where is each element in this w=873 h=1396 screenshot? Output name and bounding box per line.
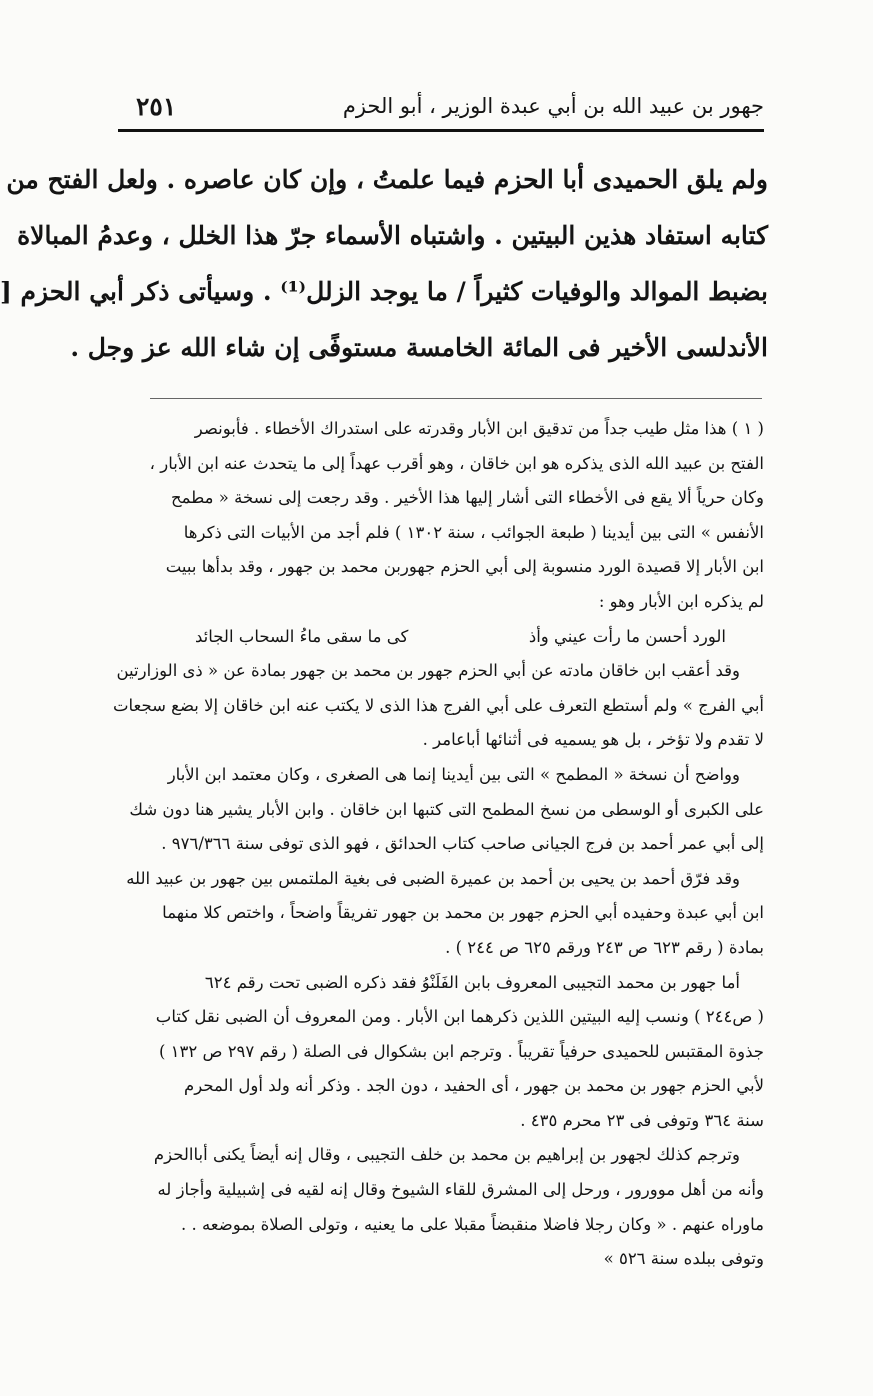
footnote-line: لم يذكره ابن الأبار وهو : [598,591,764,611]
footnote-line: على الكبرى أو الوسطى من نسخ المطمح التى كتبها ابن خاقان . وابن الأبار يشير هنا دون شك [129,799,764,819]
page-number: ٢٥١ [136,92,177,121]
footnote-line: سنة ٣٦٤ وتوفى فى ٢٣ محرم ٤٣٥ . [520,1110,764,1130]
footnote-line: ابن الأبار إلا قصيدة الورد منسوبة إلى أبي الحزم جهوربن محمد بن جهور ، وقد بدأها ببيت [165,557,764,577]
footnotes [100,412,764,1277]
footnote-line: وقد أعقب ابن خاقان مادته عن أبي الحزم جهور بن محمد بن جهور بمادة عن « ذى الوزارتين [116,661,740,681]
footnote-line: أبي الفرج » ولم أستطع التعرف على أبي الفرج هذا الذى لا يكتب عنه ابن خاقان إلا بضع سجعات [112,695,764,715]
footnote-line: ( ص٢٤٤ ) ونسب إليه البيتين اللذين ذكرهما ابن الأبار . ومن المعروف أن الضبى نقل كتاب [155,1007,764,1027]
footnote-line: وترجم كذلك لجهور بن إبراهيم بن محمد بن خلف التجيبى ، وقال إنه أيضاً يكنى أباالحزم [153,1145,740,1165]
main-line: كتابه استفاد هذين البيتين . واشتباه الأسماء جرّ هذا الخلل ، وعدمُ المبالاة [17,221,768,250]
main-line: ولم يلق الحميدى أبا الحزم فيما علمتُ ، وإن كان عاصره . ولعل الفتح من [6,165,768,194]
footnote-line: وتوفى ببلده سنة ٥٢٦ » [603,1249,764,1269]
main-text [0,152,768,376]
footnote-line: أما جهور بن محمد التجيبى المعروف بابن الفَلَنْوُ فقد ذكره الضبى تحت رقم ٦٢٤ [204,972,740,992]
footnote-line: الفتح بن عبيد الله الذى يذكره هو ابن خاقان ، وهو أقرب عهداً إلى ما يتحدث عنه ابن الأبار ، [149,453,764,473]
main-line: الأندلسى الأخير فى المائة الخامسة مستوفًى إن شاء الله عز وجل . [70,333,768,362]
footnote-separator [150,398,762,399]
footnote-line: بمادة ( رقم ٦٢٣ ص ٢٤٣ ورقم ٦٢٥ ص ٢٤٤ ) . [445,937,764,957]
footnote-line: لا تقدم ولا تؤخر ، بل هو يسميه فى أثنائها أباعامر . [422,730,764,750]
footnote-line: إلى أبي عمر أحمد بن فرج الجيانى صاحب كتاب الحدائق ، فهو الذى توفى سنة ٩٧٦/٣٦٦ . [161,834,764,854]
footnote-line: الأنفس » التى بين أيدينا ( طبعة الجوائب ، سنة ١٣٠٢ ) فلم أجد من الأبيات التى ذكرها [183,522,764,542]
footnote-line: جذوة المقتبس للحميدى حرفياً تقريباً . وترجم ابن بشكوال فى الصلة ( رقم ٢٩٧ ص ١٣٢ ) [158,1041,764,1061]
footnote-line: لأبي الحزم جهور بن محمد بن جهور ، أى الحفيد ، دون الجد . وذكر أنه ولد أول المحرم [184,1076,764,1096]
verse-first-hemistich: الورد أحسن ما رأت عيني وأذ [528,626,726,646]
header-title: جهور بن عبيد الله بن أبي عبدة الوزير ، أبو الحزم [342,94,764,118]
footnote-line: وقد فرّق أحمد بن يحيى بن أحمد بن عميرة الضبى فى بغية الملتمس بين جهور بن عبيد الله [126,868,740,888]
footnote-line: وأنه من أهل موورور ، ورحل إلى المشرق للقاء الشيوخ وقال إنه لقيه فى إشبيلية وأجاز له [157,1180,764,1200]
footnote-line: وكان حرياً ألا يقع فى الأخطاء التى أشار إليها هذا الأخير . وقد رجعت إلى نسخة « مطمح [170,488,764,508]
footnote-line: وواضح أن نسخة « المطمح » التى بين أيدينا إنما هى الصغرى ، وكان معتمد ابن الأبار [167,764,740,784]
main-line: بضبط الموالد والوفيات كثيراً / ما يوجد الزلل⁽¹⁾ . وسيأتى ذكر أبي الحزم [ [0,277,768,306]
footnote-line: ( ١ ) هذا مثل طيب جداً من تدقيق ابن الأبار وقدرته على استدراك الأخطاء . فأبونصر [194,419,764,438]
footnote-line: ابن أبي عبدة وحفيده أبي الحزم جهور بن محمد بن جهور تفريقاً واضحاً ، واختص كلا منهما [162,903,764,923]
footnote-line: ماوراه عنهم . « وكان رجلا فاضلا منقبضاً مقبلا على ما يعنيه ، وتولى الصلاة بموضعه . . [180,1214,764,1234]
running-header [118,92,764,128]
verse-second-hemistich: كى ما سقى ماءُ السحاب الجائد [195,626,409,646]
header-rule [118,129,764,132]
poem-verse [100,620,764,655]
